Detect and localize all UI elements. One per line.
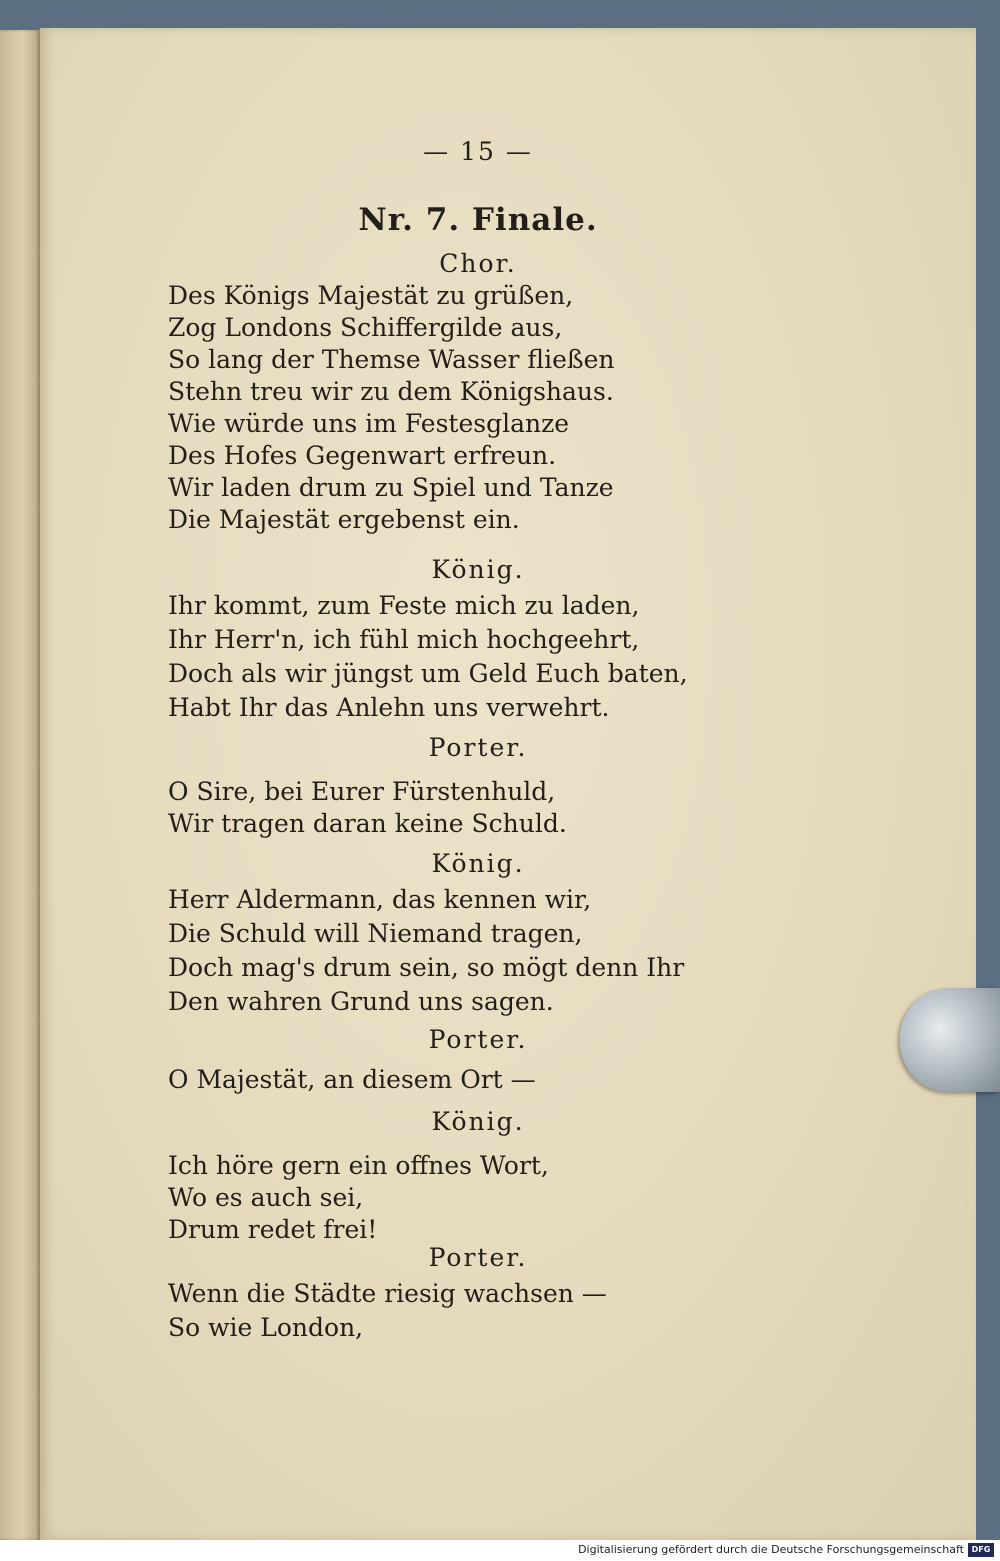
verse-line: O Majestät, an diesem Ort — (168, 1065, 536, 1094)
verse-line: So lang der Themse Wasser fließen (168, 345, 615, 374)
verse-line: Herr Aldermann, das kennen wir, (168, 885, 592, 914)
verse-line: Die Majestät ergebenst ein. (168, 505, 520, 534)
verse-line: Wie würde uns im Festesglanze (168, 409, 570, 438)
verse-line: Doch mag's drum sein, so mögt denn Ihr (168, 953, 685, 982)
speaker-koenig: König. (431, 849, 525, 878)
verse-line: Die Schuld will Niemand tragen, (168, 919, 583, 948)
page-title: Nr. 7. Finale. (358, 202, 598, 238)
funding-credit: Digitalisierung gefördert durch die Deutsche Forschungsgemeinschaft (578, 1543, 964, 1556)
verse-line: So wie London, (168, 1313, 364, 1342)
verse-line: Doch als wir jüngst um Geld Euch baten, (168, 659, 688, 688)
page-clip (900, 988, 1000, 1092)
speaker-porter: Porter. (428, 1243, 528, 1272)
verse-line: Wo es auch sei, (168, 1183, 364, 1212)
verse-line: Des Hofes Gegenwart erfreun. (168, 441, 557, 470)
verse-line: O Sire, bei Eurer Fürstenhuld, (168, 777, 556, 806)
verse-line: Wir tragen daran keine Schuld. (168, 809, 567, 838)
verse-line: Des Königs Majestät zu grüßen, (168, 281, 574, 310)
speaker-chor: Chor. (439, 249, 517, 278)
verse-line: Zog Londons Schiffergilde aus, (168, 313, 563, 342)
verse-line: Ich höre gern ein offnes Wort, (168, 1151, 549, 1180)
verse-line: Den wahren Grund uns sagen. (168, 987, 554, 1016)
verse-line: Habt Ihr das Anlehn uns verwehrt. (168, 693, 610, 722)
verse-line: Ihr kommt, zum Feste mich zu laden, (168, 591, 640, 620)
verse-line: Stehn treu wir zu dem Königshaus. (168, 377, 614, 406)
speaker-koenig: König. (431, 555, 525, 584)
speaker-koenig: König. (431, 1107, 525, 1136)
speaker-porter: Porter. (428, 1025, 528, 1054)
verse-line: Wir laden drum zu Spiel und Tanze (168, 473, 614, 502)
speaker-porter: Porter. (428, 733, 528, 762)
verse-line: Drum redet frei! (168, 1215, 378, 1244)
verse-line: Ihr Herr'n, ich fühl mich hochgeehrt, (168, 625, 640, 654)
dfg-logo: DFG (968, 1543, 994, 1557)
previous-page-edge (0, 30, 40, 1540)
verse-line: Wenn die Städte riesig wachsen — (168, 1279, 607, 1308)
page-number: — 15 — (423, 137, 533, 166)
